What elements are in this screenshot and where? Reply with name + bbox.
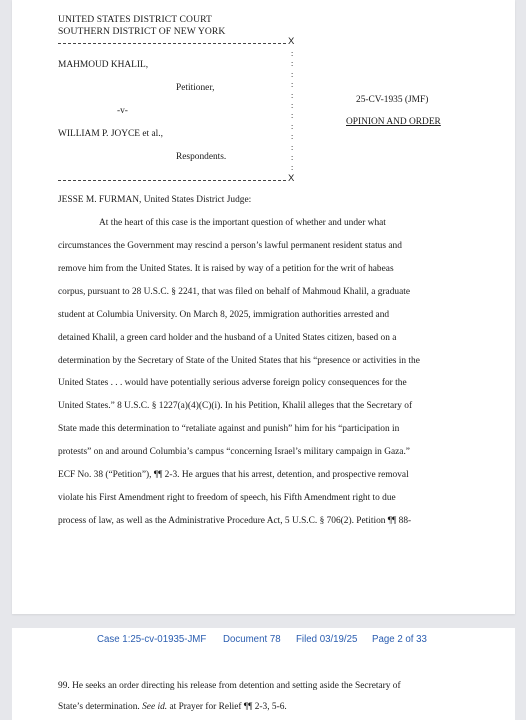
petitioner-role: Petitioner, — [176, 83, 215, 93]
body-line: student at Columbia University. On March 8, 2025, immigration authorities arrested and — [58, 310, 390, 320]
page2-line: 99. He seeks an order directing his release from detention and setting aside the Secretary of — [58, 681, 401, 691]
court-district: SOUTHERN DISTRICT OF NEW YORK — [58, 26, 226, 37]
court-name: UNITED STATES DISTRICT COURT — [58, 14, 212, 25]
caption-top-rule — [58, 43, 286, 44]
body-line: remove him from the United States. It is raised by way of a petition for the writ of habeas — [58, 264, 394, 274]
body-line: United States.” 8 U.S.C. § 1227(a)(4)(C)(i). In his Petition, Khalil alleges that the Secretary of — [58, 401, 413, 411]
body-line: At the heart of this case is the important question of whether and under what — [99, 218, 386, 228]
body-line: corpus, pursuant to 28 U.S.C. § 2241, that was filed on behalf of Mahmoud Khalil, a graduate — [58, 287, 411, 297]
body-line: circumstances the Government may rescind a person’s lawful permanent resident status and — [58, 241, 402, 251]
caption-top-x: X — [288, 36, 295, 47]
body-line: violate his First Amendment right to freedom of speech, his Fifth Amendment right to due — [58, 493, 396, 503]
footer-filed: Filed 03/19/25 — [296, 634, 358, 645]
footer-page: Page 2 of 33 — [372, 634, 427, 645]
body-line: process of law, as well as the Administrative Procedure Act, 5 U.S.C. § 706(2). Petition ¶¶ 88- — [58, 516, 412, 526]
body-line: United States . . . would have potentially serious adverse foreign policy consequences for the — [58, 378, 407, 388]
body-line: protests” on and around Columbia’s campus “concerning Israel’s military campaign in Gaza.” — [58, 447, 410, 457]
footer-document: Document 78 — [223, 634, 281, 645]
versus-mark: -v- — [117, 106, 128, 116]
footer-case: Case 1:25-cv-01935-JMF — [97, 634, 207, 645]
document-title: OPINION AND ORDER — [346, 117, 441, 127]
respondent-role: Respondents. — [176, 152, 227, 162]
body-line: State made this determination to “retaliate against and punish” him for his “participation in — [58, 424, 400, 434]
judge-line: JESSE M. FURMAN, United States District Judge: — [58, 195, 252, 205]
caption-bottom-rule — [58, 180, 286, 181]
body-line: ECF No. 38 (“Petition”), ¶¶ 2-3. He argues that his arrest, detention, and prospective removal — [58, 470, 409, 480]
caption-bottom-x: X — [288, 173, 295, 184]
page2-line: State’s determination. See id. at Prayer for Relief ¶¶ 2-3, 5-6. — [58, 702, 287, 712]
body-line: determination by the Secretary of State of the United States that his “presence or activities in the — [58, 356, 420, 366]
body-line: detained Khalil, a green card holder and the husband of a United States citizen, based on a — [58, 333, 397, 343]
respondent-name: WILLIAM P. JOYCE et al., — [58, 129, 163, 139]
caption-colon-column: : : : : : : : : : : : : — [291, 49, 294, 173]
case-number: 25-CV-1935 (JMF) — [356, 95, 429, 105]
petitioner-name: MAHMOUD KHALIL, — [58, 60, 149, 70]
